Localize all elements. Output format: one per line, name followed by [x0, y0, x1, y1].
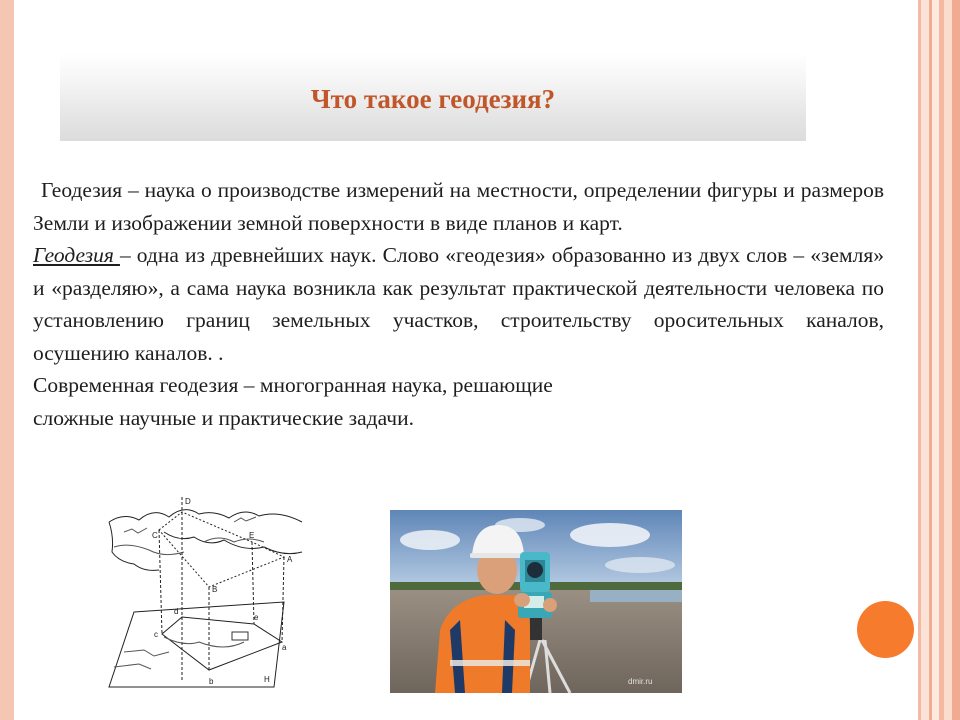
slide-title: Что такое геодезия? — [310, 83, 556, 114]
label-B: B — [212, 585, 218, 594]
paragraph-definition: Геодезия – наука о производстве измерений на местности, определении фигуры и размеров Земли и изображении земной поверхности в виде планов и карт. — [33, 178, 884, 235]
projection-drawing — [104, 492, 304, 692]
right-decorative-stripes — [914, 0, 960, 720]
label-b: b — [209, 677, 214, 686]
label-H: H — [264, 675, 270, 684]
label-C: C — [152, 531, 158, 540]
emphasized-term: Геодезия — [33, 243, 120, 267]
surveyor-photo — [390, 510, 682, 693]
photo-watermark: dmir.ru — [628, 677, 653, 686]
body-text — [33, 174, 884, 434]
label-c: c — [154, 630, 158, 639]
orange-accent-circle — [857, 601, 914, 658]
label-A: A — [287, 555, 293, 564]
line-modern: Современная геодезия – многогранная наука, решающие — [33, 373, 553, 397]
title-banner — [60, 53, 806, 141]
geodesy-projection-sketch — [104, 492, 304, 692]
paragraph-history — [33, 239, 884, 369]
left-decorative-stripe — [0, 0, 14, 720]
label-E: E — [249, 531, 255, 540]
paragraph-history-text: – одна из древнейших наук. Слово «геодезия» образованно из двух слов – «земля» и «разделяю», а сама наука возникла как результат практической деятельности человека по установлению границ земельных участков, строительству оросительных каналов, осушению каналов. . — [33, 243, 884, 365]
line-tasks: сложные научные и практические задачи. — [33, 405, 414, 430]
label-e: e — [254, 613, 259, 622]
surveyor-illustration — [390, 510, 682, 693]
label-D: D — [185, 497, 191, 506]
label-d: d — [174, 607, 179, 616]
label-a: a — [282, 643, 287, 652]
